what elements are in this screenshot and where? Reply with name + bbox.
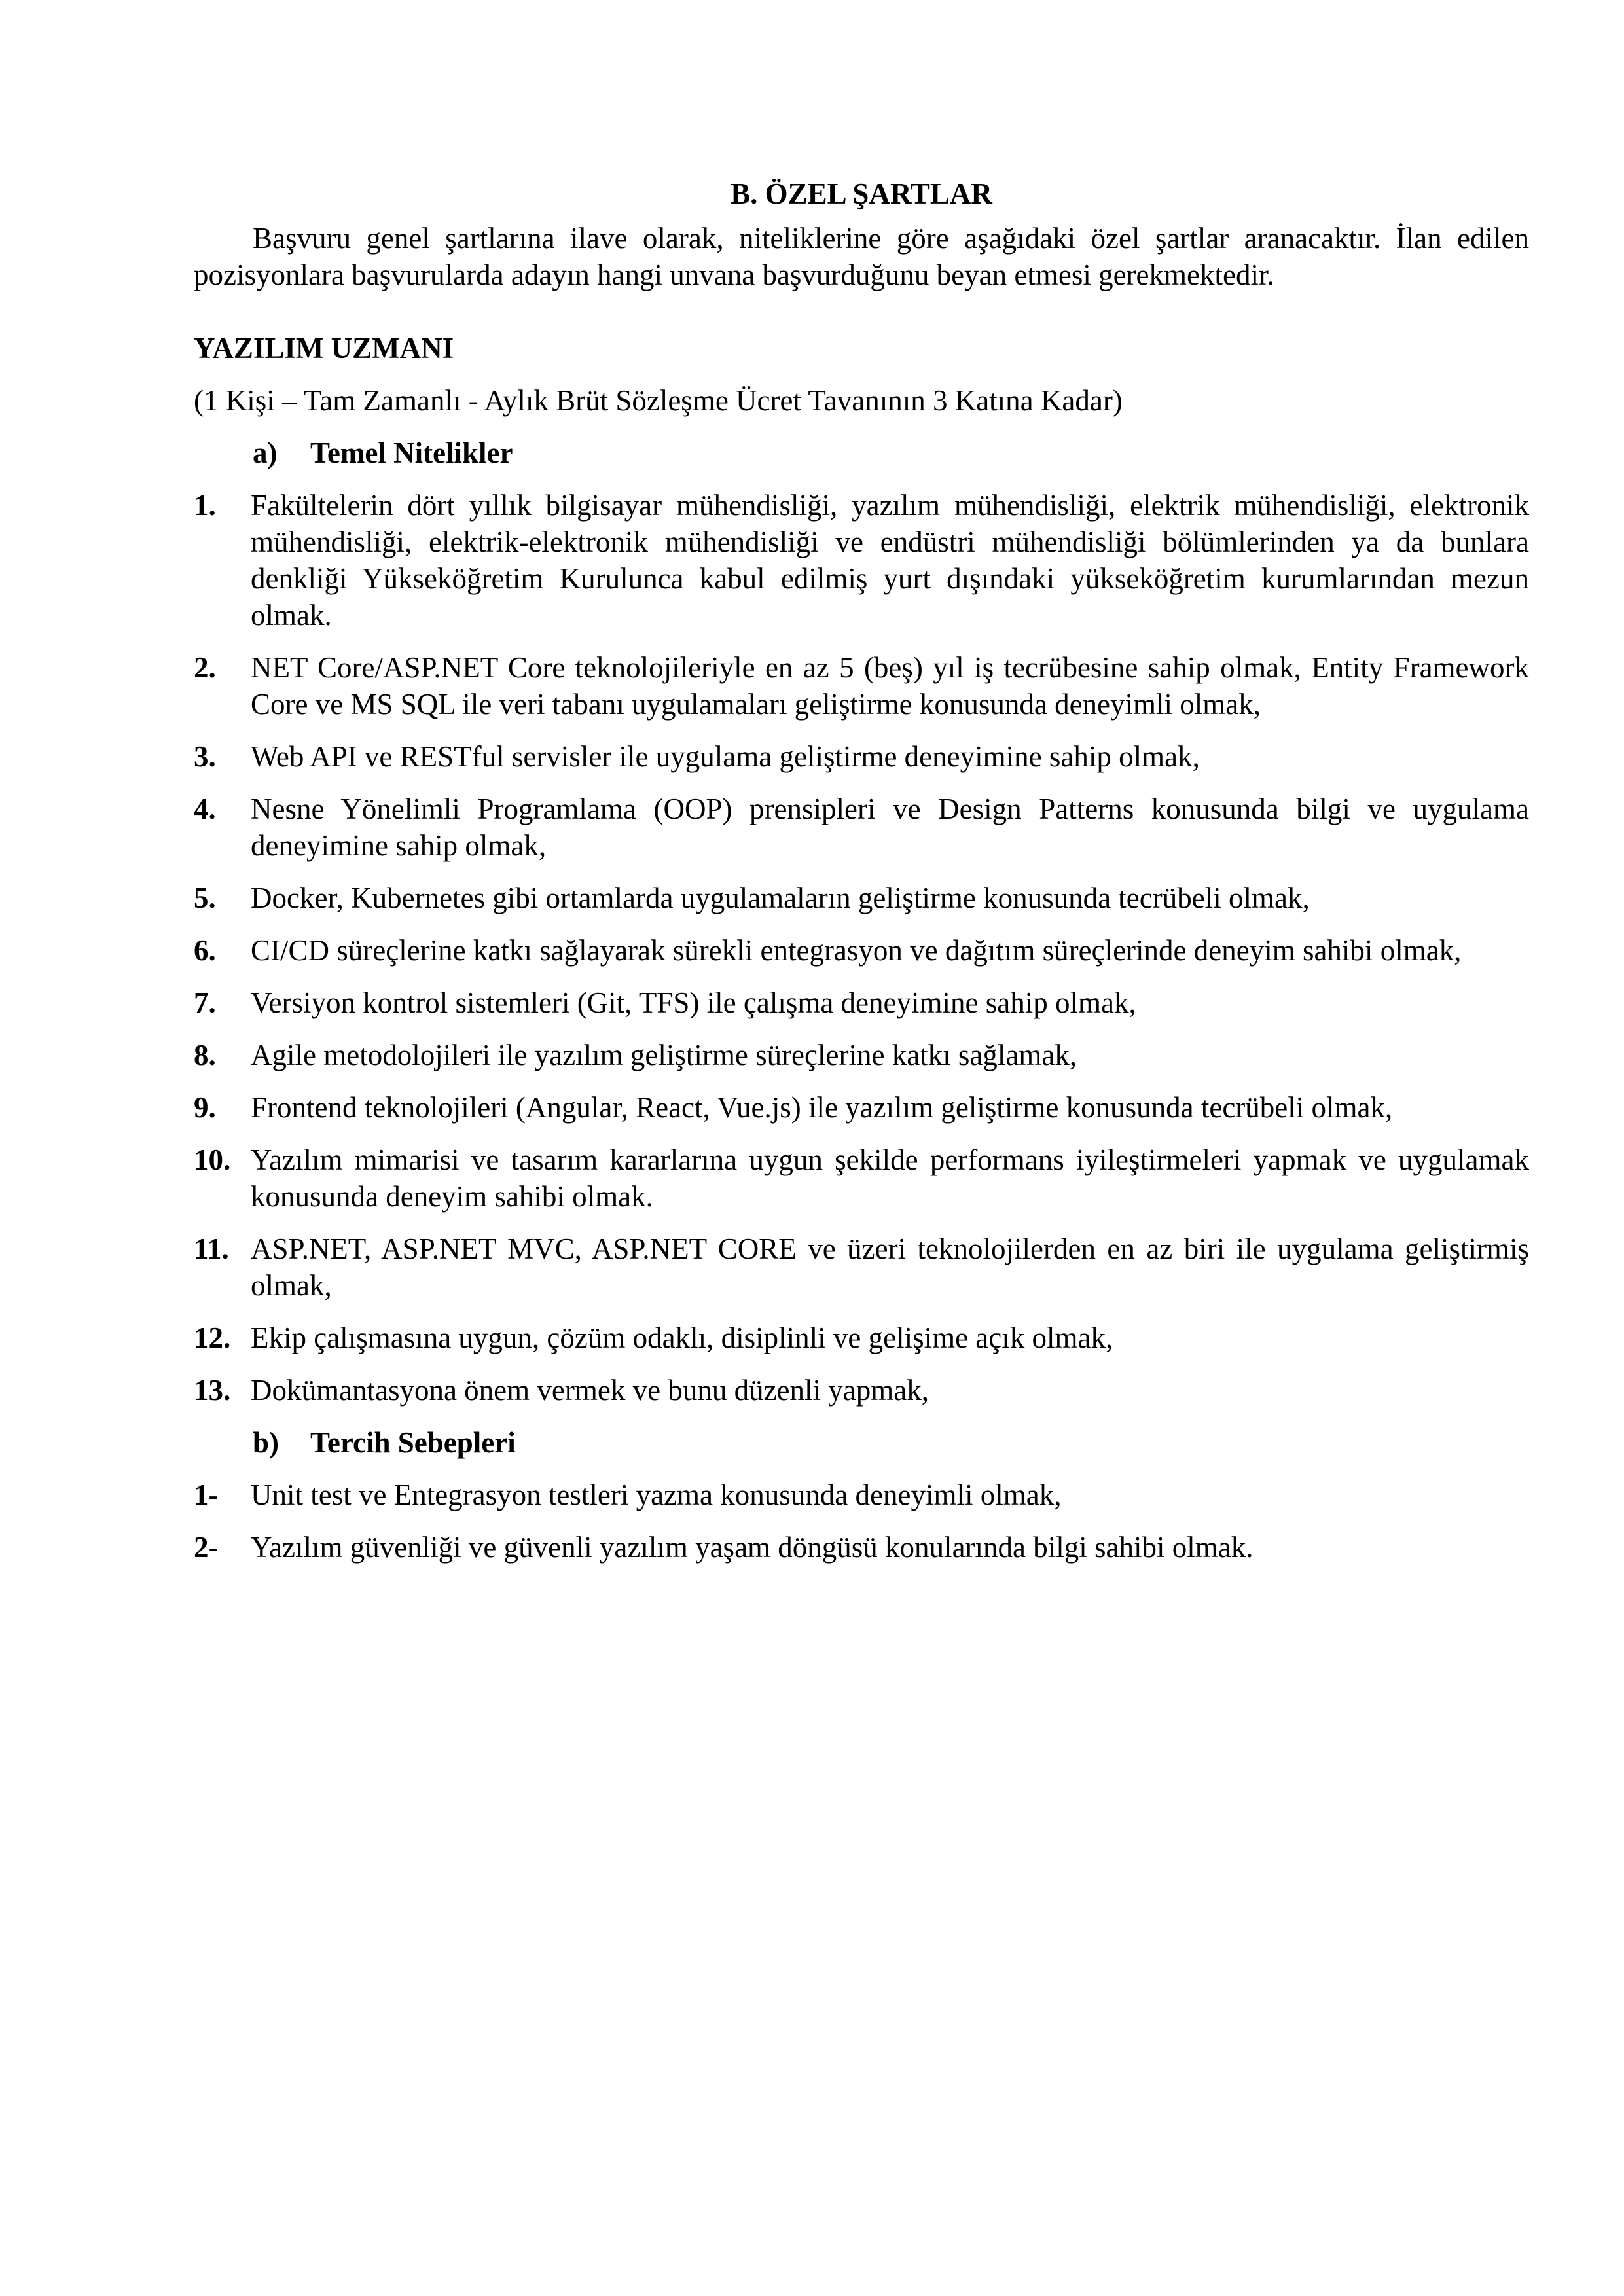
list-item <box>194 984 1529 1021</box>
list-item <box>194 1319 1529 1356</box>
basic-qualifications-heading <box>194 435 1529 471</box>
list-item-text: ASP.NET, ASP.NET MVC, ASP.NET CORE ve üzeri teknolojilerden en az biri ile uygulama geliştirmiş olmak, <box>251 1232 1529 1302</box>
list-item-text: Frontend teknolojileri (Angular, React, Vue.js) ile yazılım geliştirme konusunda tecrübeli olmak, <box>251 1091 1393 1124</box>
subheading-label: Temel Nitelikler <box>310 437 513 469</box>
list-item-number: 1. <box>194 489 216 522</box>
list-item-text: Nesne Yönelimli Programlama (OOP) prensipleri ve Design Patterns konusunda bilgi ve uygulama deneyimine sahip olmak, <box>251 793 1529 862</box>
list-item-text: CI/CD süreçlerine katkı sağlayarak sürekli entegrasyon ve dağıtım süreçlerinde deneyim sahibi olmak, <box>251 934 1462 967</box>
list-item <box>194 1141 1529 1215</box>
section-title: B. ÖZEL ŞARTLAR <box>731 177 992 210</box>
position-title: YAZILIM UZMANI <box>194 332 454 365</box>
list-item-number: 2. <box>194 651 216 684</box>
list-item <box>194 880 1529 916</box>
list-item <box>194 1529 1529 1566</box>
list-item <box>194 1372 1529 1408</box>
list-item-text: Ekip çalışmasına uygun, çözüm odaklı, disiplinli ve gelişime açık olmak, <box>251 1321 1113 1354</box>
list-item-number: 2- <box>194 1531 219 1564</box>
list-item-number: 11. <box>194 1232 229 1265</box>
list-item-text: Yazılım mimarisi ve tasarım kararlarına uygun şekilde performans iyileştirmeleri yapmak ve uygulamak konusunda deneyim sahibi olmak. <box>251 1143 1529 1213</box>
list-item <box>194 649 1529 723</box>
list-item-text: Agile metodolojileri ile yazılım geliştirme süreçlerine katkı sağlamak, <box>251 1039 1077 1071</box>
list-item <box>194 487 1529 634</box>
list-item-text: Dokümantasyona önem vermek ve bunu düzenli yapmak, <box>251 1374 929 1407</box>
position-subtitle: (1 Kişi – Tam Zamanlı - Aylık Brüt Sözleşme Ücret Tavanının 3 Katına Kadar) <box>194 384 1123 417</box>
list-item-text: Docker, Kubernetes gibi ortamlarda uygulamaların geliştirme konusunda tecrübeli olmak, <box>251 882 1310 914</box>
list-item-text: Yazılım güvenliği ve güvenli yazılım yaşam döngüsü konularında bilgi sahibi olmak. <box>251 1531 1254 1564</box>
list-item-number: 5. <box>194 882 216 914</box>
preferences-heading <box>194 1424 1529 1461</box>
list-item-number: 1- <box>194 1479 219 1511</box>
subheading-label: Tercih Sebepleri <box>310 1426 516 1459</box>
list-item-number: 12. <box>194 1321 231 1354</box>
list-item <box>194 791 1529 864</box>
list-item-text: NET Core/ASP.NET Core teknolojileriyle en az 5 (beş) yıl iş tecrübesine sahip olmak, Entity Framework Core ve MS SQL ile veri tabanı uygulamaları geliştirme konusunda deneyimli olmak, <box>251 651 1529 721</box>
subheading-letter: b) <box>253 1426 280 1459</box>
document-content <box>194 175 1529 1566</box>
list-item-number: 8. <box>194 1039 216 1071</box>
subheading-letter: a) <box>253 437 278 469</box>
list-item <box>194 932 1529 969</box>
list-item-number: 7. <box>194 986 216 1019</box>
list-item <box>194 1230 1529 1304</box>
preferences-list <box>194 1477 1529 1566</box>
list-item <box>194 1477 1529 1513</box>
list-item <box>194 738 1529 775</box>
list-item-text: Web API ve RESTful servisler ile uygulama geliştirme deneyimine sahip olmak, <box>251 740 1200 773</box>
list-item-number: 6. <box>194 934 216 967</box>
list-item-number: 3. <box>194 740 216 773</box>
list-item-number: 4. <box>194 793 216 825</box>
list-item-number: 9. <box>194 1091 216 1124</box>
list-item-text: Unit test ve Entegrasyon testleri yazma konusunda deneyimli olmak, <box>251 1479 1062 1511</box>
list-item-number: 10. <box>194 1143 231 1176</box>
list-item-text: Fakültelerin dört yıllık bilgisayar mühendisliği, yazılım mühendisliği, elektrik mühendisliği, elektronik mühendisliği, elektrik-elektronik mühendisliği ve endüstri mühendisliği bölümlerinden ya da bunlara denkliği Yükseköğretim Kurulunca kabul edilmiş yurt dışındaki yükseköğretim kurumlarından mezun olmak. <box>251 489 1529 632</box>
list-item <box>194 1037 1529 1073</box>
list-item-number: 13. <box>194 1374 231 1407</box>
basic-qualifications-list <box>194 487 1529 1408</box>
list-item <box>194 1089 1529 1126</box>
list-item-text: Versiyon kontrol sistemleri (Git, TFS) ile çalışma deneyimine sahip olmak, <box>251 986 1136 1019</box>
intro-paragraph: Başvuru genel şartlarına ilave olarak, niteliklerine göre aşağıdaki özel şartlar aranacaktır. İlan edilen pozisyonlara başvurularda adayın hangi unvana başvurduğunu beyan etmesi gerekmektedir. <box>194 222 1529 291</box>
